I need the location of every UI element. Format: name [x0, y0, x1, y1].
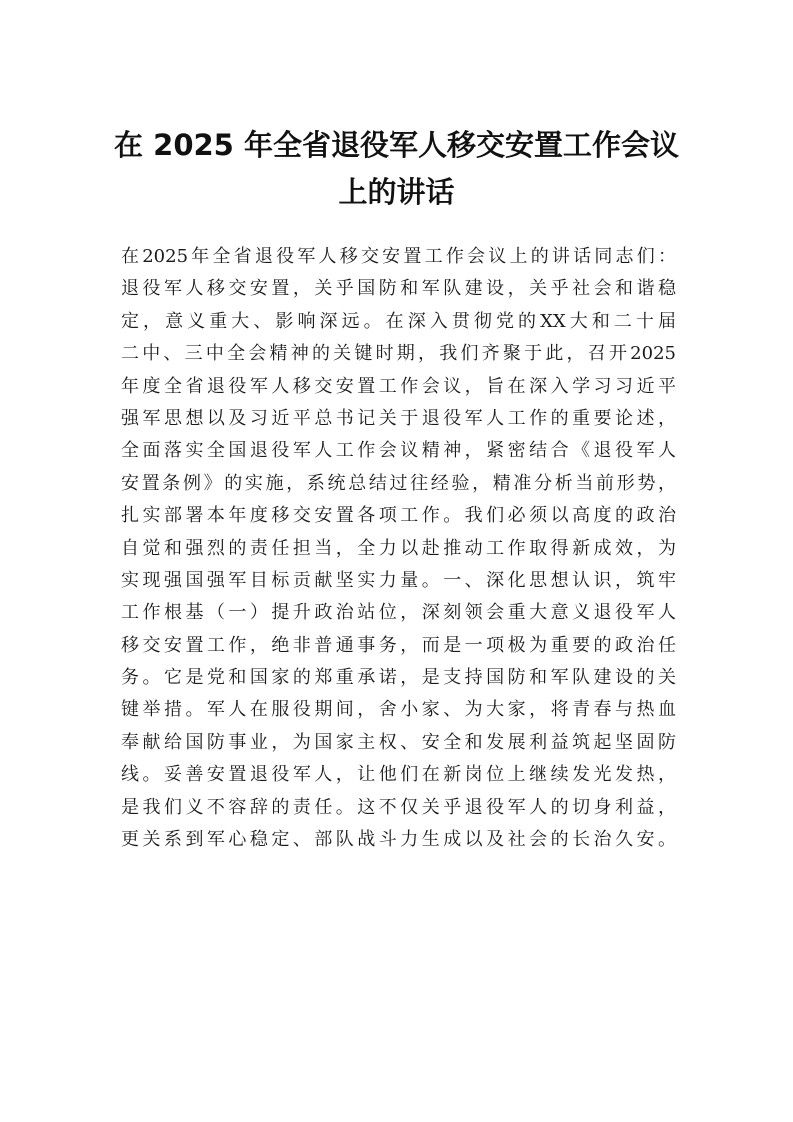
body-line: 移交安置工作，绝非普通事务，而是一项极为重要的政治任	[121, 634, 676, 656]
body-line: 在2025年全省退役军人移交安置工作会议上的讲话同志们：	[121, 246, 676, 267]
body-line: 实现强国强军目标贡献坚实力量。一、深化思想认识，筑牢	[121, 569, 676, 591]
body-line: 工作根基（一）提升政治站位，深刻领会重大意义退役军人	[121, 602, 676, 624]
body-line: 退役军人移交安置，关乎国防和军队建设，关乎社会和谐稳	[121, 278, 676, 300]
body-line: 线。妥善安置退役军人，让他们在新岗位上继续发光发热，	[121, 764, 676, 786]
body-line: 键举措。军人在服役期间，舍小家、为大家，将青春与热血	[121, 699, 676, 721]
body-line: 更关系到军心稳定、部队战斗力生成以及社会的长治久安。	[121, 829, 676, 851]
body-line: 年度全省退役军人移交安置工作会议，旨在深入学习习近平	[121, 375, 676, 397]
document-title	[100, 122, 693, 216]
title-line-2: 上的讲话	[338, 175, 455, 209]
document-body	[121, 241, 676, 856]
body-line: 安置条例》的实施，系统总结过往经验，精准分析当前形势，	[121, 472, 676, 494]
body-line: 定，意义重大、影响深远。在深入贯彻党的XX大和二十届	[121, 310, 676, 332]
body-line: 自觉和强烈的责任担当，全力以赴推动工作取得新成效，为	[121, 537, 676, 559]
body-line: 是我们义不容辞的责任。这不仅关乎退役军人的切身利益，	[121, 796, 676, 818]
body-line: 二中、三中全会精神的关键时期，我们齐聚于此，召开2025	[121, 343, 676, 365]
body-line: 奉献给国防事业，为国家主权、安全和发展利益筑起坚固防	[121, 731, 676, 753]
body-line: 强军思想以及习近平总书记关于退役军人工作的重要论述，	[121, 407, 676, 429]
body-line: 全面落实全国退役军人工作会议精神，紧密结合《退役军人	[121, 440, 676, 462]
body-line: 务。它是党和国家的郑重承诺，是支持国防和军队建设的关	[121, 667, 676, 689]
body-line: 扎实部署本年度移交安置各项工作。我们必须以高度的政治	[121, 505, 676, 527]
title-line-1: 在 2025 年全省退役军人移交安置工作会议	[114, 128, 679, 162]
